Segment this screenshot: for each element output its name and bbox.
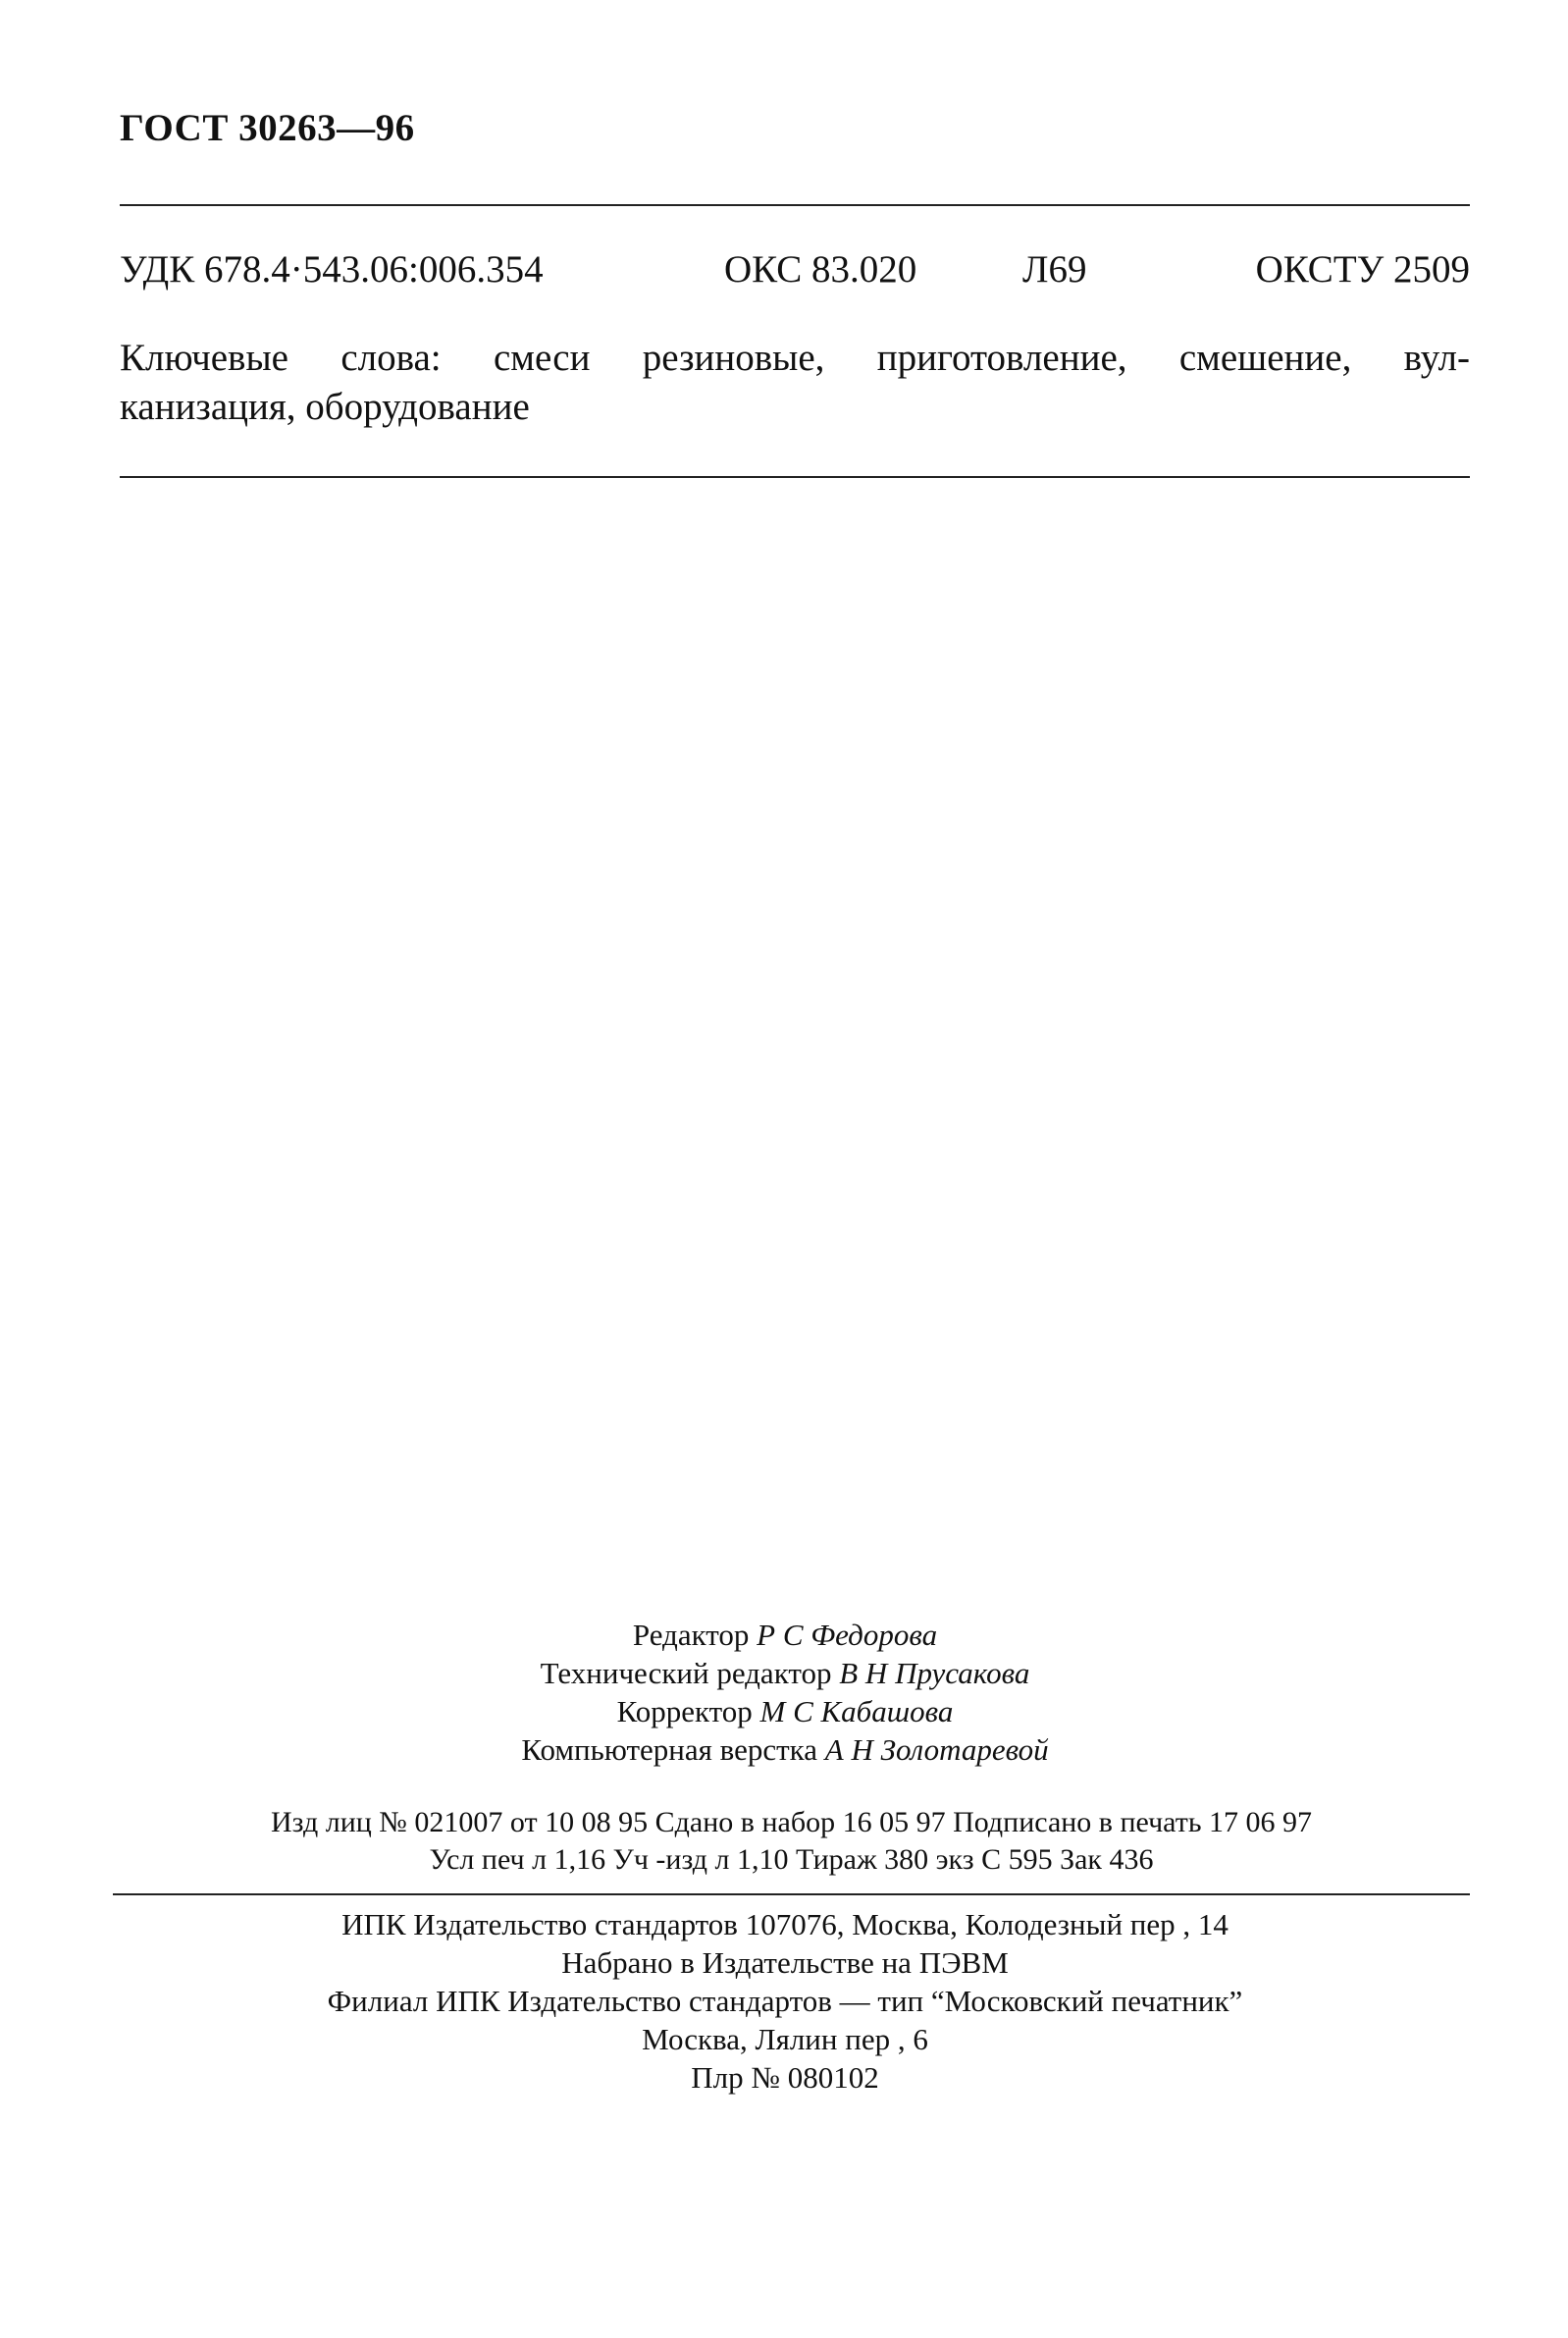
document-number: ГОСТ 30263—96 <box>120 107 415 149</box>
publication-line: Изд лиц № 021007 от 10 08 95 Сдано в набор 16 05 97 Подписано в печать 17 06 97 <box>270 1806 1313 1838</box>
editorial-credits <box>294 1616 1276 1769</box>
publication-line: Усл печ л 1,16 Уч -изд л 1,10 Тираж 380 экз С 595 Зак 436 <box>429 1843 1154 1876</box>
credit-role: Редактор <box>632 1618 750 1652</box>
imprint-line: ИПК Издательство стандартов 107076, Москва, Колодезный пер , 14 <box>341 1907 1228 1941</box>
okstu-code: ОКСТУ 2509 <box>1255 248 1470 291</box>
publisher-imprint <box>196 1905 1374 2097</box>
oks-code: ОКС 83.020 <box>724 248 917 291</box>
credit-role: Компьютерная верстка <box>521 1732 818 1767</box>
credit-tech-editor <box>294 1654 1276 1692</box>
credit-proofreader <box>294 1692 1276 1730</box>
imprint-divider <box>113 1893 1470 1895</box>
top-divider <box>120 204 1470 206</box>
credit-editor <box>294 1616 1276 1654</box>
credit-role: Корректор <box>616 1694 753 1728</box>
udk-code: УДК 678.4·543.06:006.354 <box>120 248 544 291</box>
classification-row <box>120 247 1470 302</box>
credit-name: Р С Федорова <box>757 1618 938 1652</box>
credit-name: В Н Прусакова <box>839 1656 1030 1690</box>
publication-details <box>113 1804 1470 1879</box>
keywords-divider <box>120 476 1470 478</box>
keywords-line: канизация, оборудование <box>120 386 530 428</box>
credit-role: Технический редактор <box>540 1656 832 1690</box>
imprint-line: Филиал ИПК Издательство стандартов — тип “Московский печатник” <box>327 1984 1243 2018</box>
credit-name: М С Кабашова <box>759 1694 954 1728</box>
keywords-block <box>120 334 1470 432</box>
credit-layout <box>294 1730 1276 1769</box>
imprint-line: Москва, Лялин пер , 6 <box>642 2022 928 2056</box>
keywords-line: Ключевые слова: смеси резиновые, приготовление, смешение, вул- <box>120 337 1470 379</box>
credit-name: А Н Золотаревой <box>824 1732 1049 1767</box>
group-code: Л69 <box>1022 248 1087 291</box>
imprint-line: Набрано в Издательстве на ПЭВМ <box>561 1945 1009 1980</box>
imprint-line: Плр № 080102 <box>691 2060 879 2095</box>
